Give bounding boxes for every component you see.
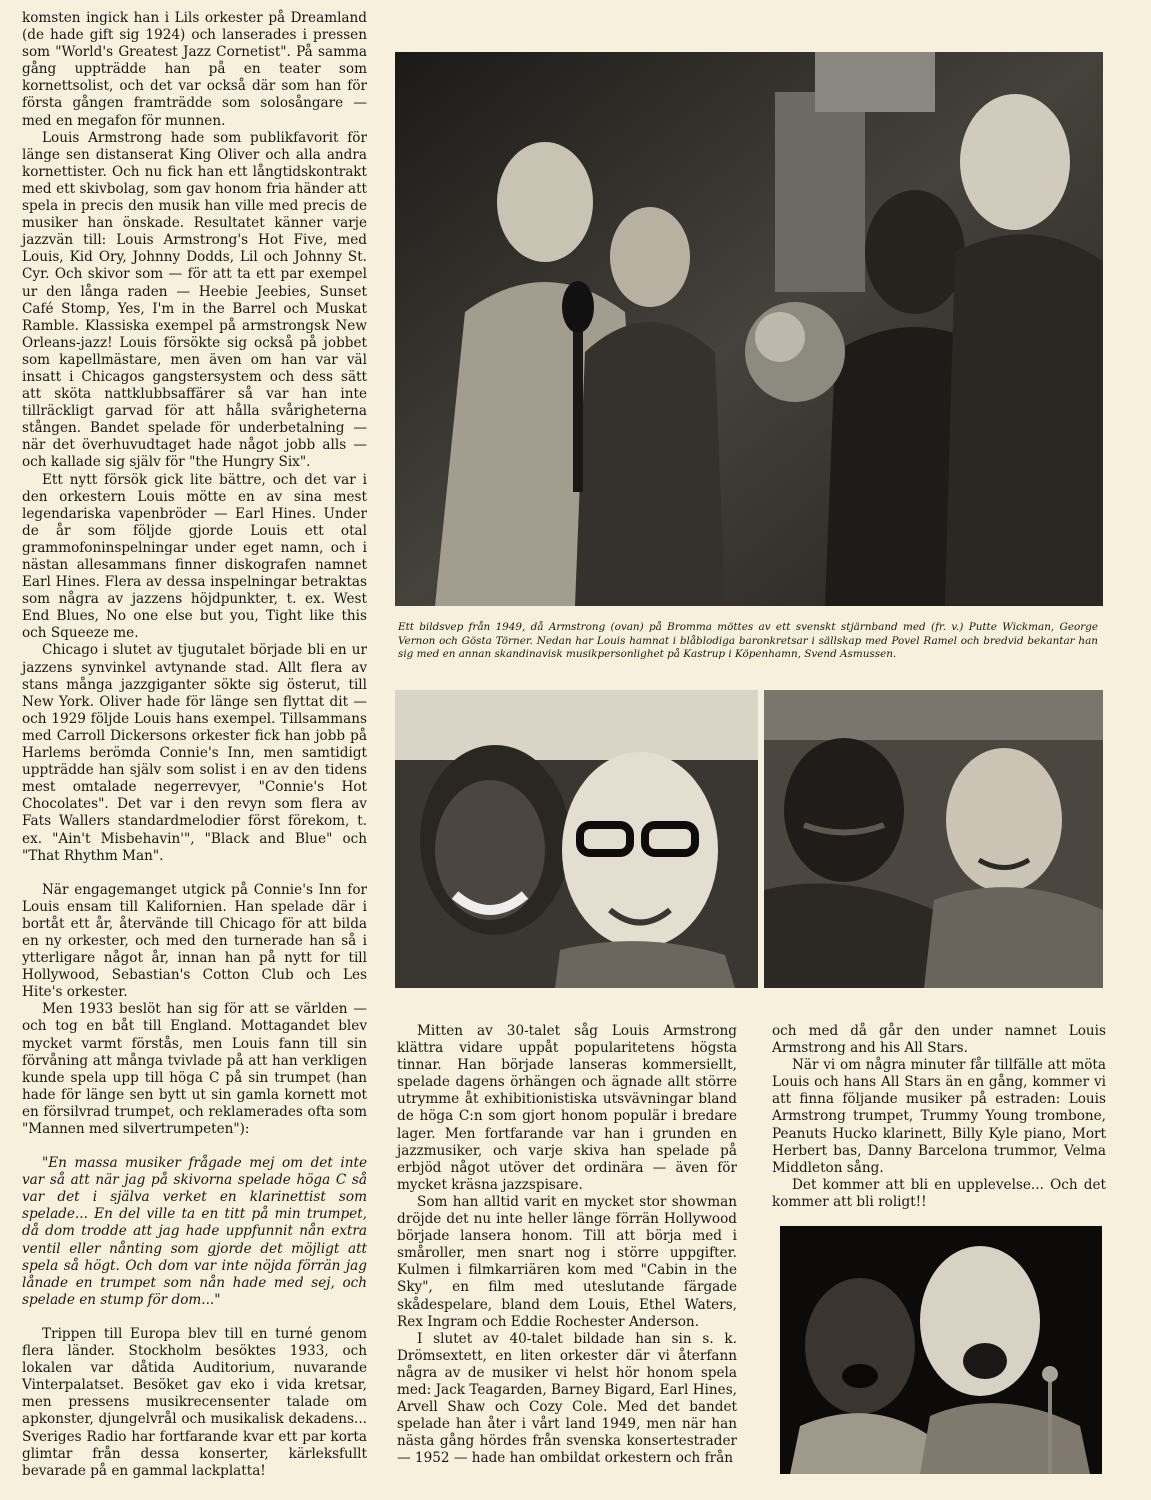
paragraph: I slutet av 40-talet bildade han sin s. k. Drömsextett, en liten orkester där vi återfann några av de musiker vi helst hör honom spela med: Jack Teagarden, Barney Bigard, Earl Hines, Arvell Shaw och Cozy Cole. Med det bandet spelade han åter i vårt land 1949, men när han nästa gång hördes från svenska konsertestrader — 1952 — hade han ombildat orkestern och från [397, 1330, 737, 1467]
paragraph: Men 1933 beslöt han sig för att se världen — och tog en båt till England. Mottagandet blev mycket varmt förstås, men Louis fann till sin förvåning att många tvivlade på att han verkligen kunde spela upp till höga C på sin trumpet (han hade för länge sen bytt ut sin gamla kornett mot en försilvrad trumpet, och reklamerades ofta som "Mannen med silvertrumpeten"): [22, 1001, 367, 1137]
right-column [772, 1023, 1106, 1211]
photo-svend-asmussen-image [764, 690, 1103, 988]
paragraph: Trippen till Europa blev till en turné genom flera länder. Stockholm besöktes 1933, och lokalen var dåtida Auditorium, nuvarande Vinterpalatset. Besöket gav eko i vida kretsar, men pressens musikrecensenter talade om apkonster, djungelvrål och musikalisk dekadens... Sveriges Radio har fortfarande kvar ett par korta glimtar från dessa konserter, kärleksfullt bevarade på en gammal lackplatta! [22, 1325, 367, 1479]
photo-armstrong-singing [780, 1226, 1102, 1474]
paragraph: komsten ingick han i Lils orkester på Dreamland (de hade gift sig 1924) och lanserades i pressen som "World's Greatest Jazz Cornetist". På samma gång uppträdde han på en teater som kornettsolist, och det var också där som han för första gången framträdde som solosångare — med en megafon för munnen. [22, 10, 367, 129]
middle-column [397, 1023, 737, 1467]
photo-povel-ramel [395, 690, 758, 988]
photo-povel-ramel-image [395, 690, 758, 988]
paragraph: Mitten av 30-talet såg Louis Armstrong klättra vidare uppåt popularitetens högsta tinnar. Han började lanseras kommersiellt, spelade dagens örhängen och ägnade allt större utrymme åt exhibitionistiska utsvävningar bland de höga C:n som gjort honom populär i bredare lager. Men fortfarande var han i grunden en jazzmusiker, och varje skiva han spelade på erbjöd något utöver det ordinära — även för mycket kräsna jazzspisare. [397, 1023, 737, 1193]
paragraph: Som han alltid varit en mycket stor showman dröjde det nu inte heller länge förrän Hollywood började lansera honom. Till att börja med i småroller, men snart nog i större uppgifter. Kulmen i filmkarriären kom med "Cabin in the Sky", en film med uteslutande färgade skådespelare, bland dem Louis, Ethel Waters, Rex Ingram och Eddie Rochester Anderson. [397, 1193, 737, 1330]
paragraph: Ett nytt försök gick lite bättre, och det var i den orkestern Louis mötte en av sina mest legendariska vapenbröder — Earl Hines. Under de år som följde gjorde Louis ett otal grammofoninspelningar under eget namn, och i nästan allesammans finner diskografen namnet Earl Hines. Flera av dessa inspelningar betraktas som några av jazzens höjdpunkter, t. ex. West End Blues, No one else but you, Tight like this och Squeeze me. [22, 471, 367, 642]
photo-svend-asmussen [764, 690, 1103, 988]
paragraph: När engagemanget utgick på Connie's Inn for Louis ensam till Kalifornien. Han spelade där i bortåt ett år, återvände till Chicago för att bilda en ny orkester, och med den turnerade han så i ytterligare något år, innan han på nytt for till Hollywood, Sebastian's Cotton Club och Les Hite's orkester. [22, 881, 367, 1001]
left-column [22, 10, 367, 1480]
photo-caption: Ett bildsvep från 1949, då Armstrong (ovan) på Bromma möttes av ett svenskt stjärnband med (fr. v.) Putte Wickman, George Vernon och Gösta Törner. Nedan har Louis hamnat i blåblodiga baronkretsar i sällskap med Povel Ramel och bredvid bekantar han sig med en annan skandinavisk musikpersonlighet på Kastrup i Köpenhamn, Svend Asmussen. [398, 621, 1098, 661]
photo-armstrong-singing-image [780, 1226, 1102, 1474]
quote-paragraph: "En massa musiker frågade mej om det inte var så att när jag på skivorna spelade höga C så var det i själva verket en klarinettist som spelade... En del ville ta en titt på min trumpet, då dom trodde att jag hade uppfunnit nån extra ventil eller nånting som gjorde det möjligt att spela så högt. Och dom var inte nöjda förrän jag lånade en trumpet som nån hade med sej, och spelade en stump för dom..." [22, 1155, 367, 1308]
paragraph: Chicago i slutet av tjugutalet började bli en ur jazzens synvinkel avtynande stad. Allt flera av stans många jazzgiganter sökte sig österut, till New York. Oliver hade för länge sen flyttat dit — och 1929 följde Louis hans exempel. Tillsammans med Carroll Dickersons orkester fick han jobb på Harlems berömda Connie's Inn, men samtidigt uppträdde han själv som solist i en av den tidens mest omtalade negerrevyer, "Connie's Hot Chocolates". Det var i den revyn som flera av Fats Wallers standardmelodier först förekom, t. ex. "Ain't Misbehavin'", "Black and Blue" och "That Rhythm Man". [22, 642, 367, 864]
photo-bromma-image [395, 52, 1103, 606]
paragraph: När vi om några minuter får tillfälle att möta Louis och hans All Stars än en gång, kommer vi att finna följande musiker på estraden: Louis Armstrong trumpet, Trummy Young trombone, Peanuts Hucko klarinett, Billy Kyle piano, Mort Herbert bas, Danny Barcelona trummor, Velma Middleton sång. [772, 1057, 1106, 1176]
paragraph: och med då går den under namnet Louis Armstrong and his All Stars. [772, 1023, 1106, 1057]
paragraph: Louis Armstrong hade som publikfavorit för länge sen distanserat King Oliver och alla andra kornettister. Och nu fick han ett långtidskontrakt med ett skivbolag, som gav honom fria händer att spela in precis den musik han ville med precis de musiker han önskade. Resultatet känner varje jazzvän till: Louis Armstrong's Hot Five, med Louis, Kid Ory, Johnny Dodds, Lil och Johnny St. Cyr. Och skivor som — för att ta ett par exempel ur den långa raden — Heebie Jeebies, Sunset Café Stomp, Yes, I'm in the Barrel och Muskat Ramble. Klassiska exempel på armstrongsk New Orleans-jazz! Louis försökte sig också på jobbet som kapellmästare, men även om han var väl insatt i Chicagos gangstersystem och dess sätt att sköta nattklubbsaffärer så var han inte tillräckligt garvad för att hålla svårigheterna stången. Bandet spelade för underbetalning — när det överhuvudtaget hade något jobb alls — och kallade sig själv för "the Hungry Six". [22, 129, 367, 471]
paragraph: Det kommer att bli en upplevelse... Och det kommer att bli roligt!! [772, 1176, 1106, 1210]
photo-bromma-1949 [395, 52, 1103, 606]
